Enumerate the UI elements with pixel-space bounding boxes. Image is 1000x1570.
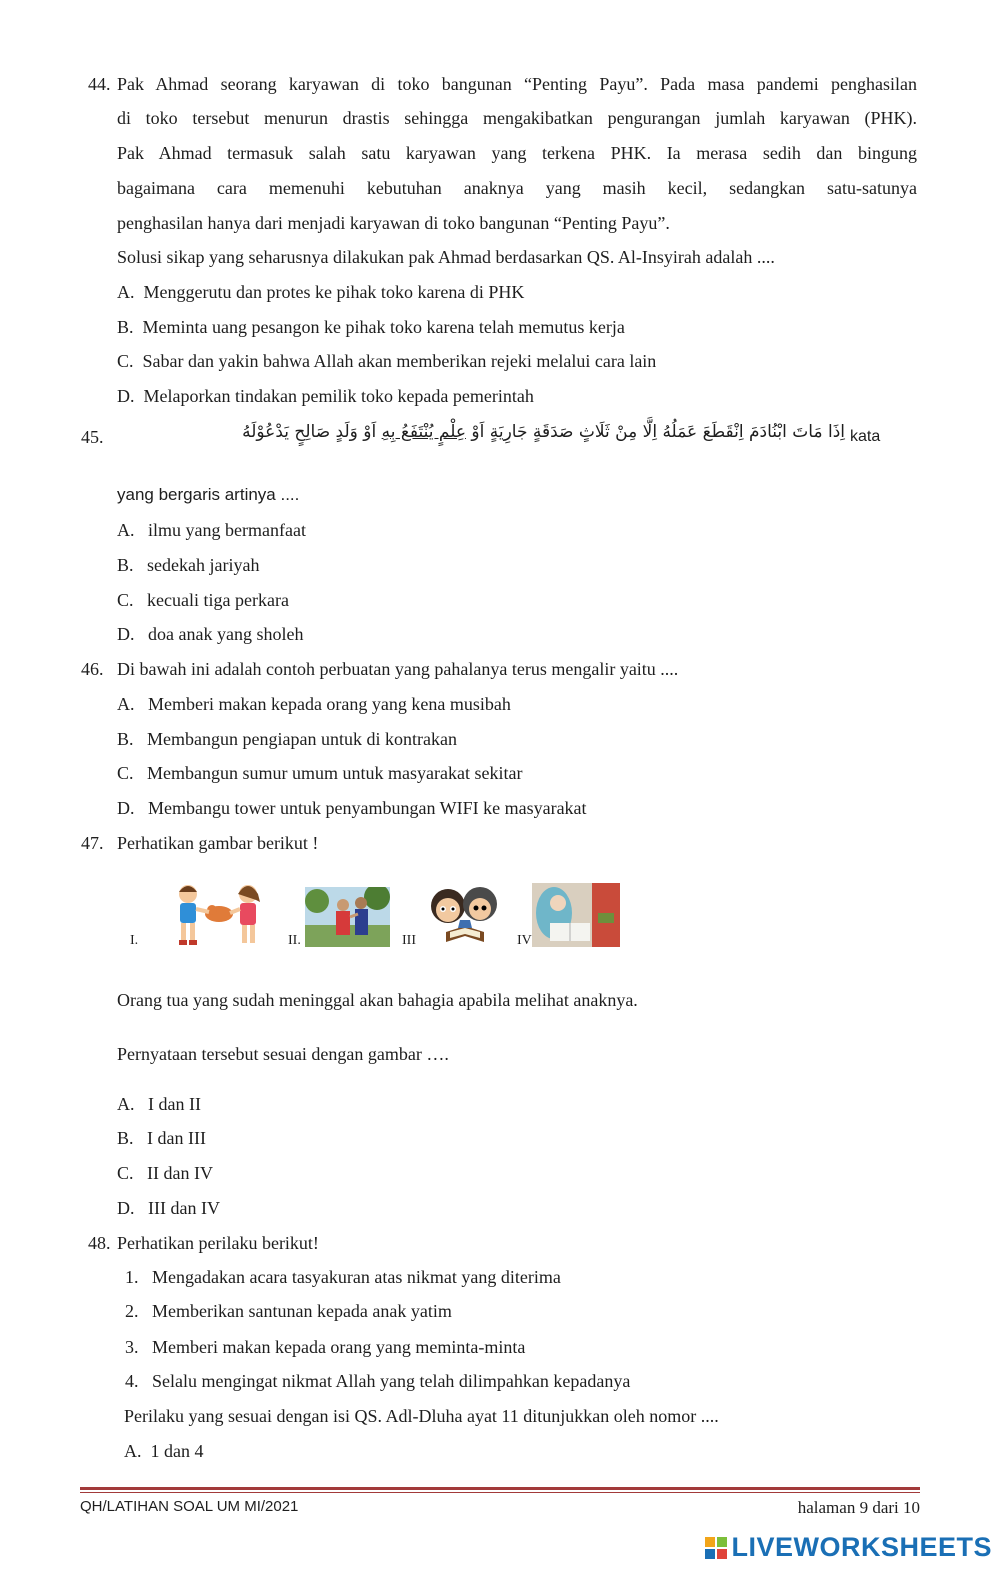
- image-label-2: II.: [288, 933, 301, 948]
- image-label-3: III: [402, 933, 416, 948]
- q45-option-c: C. kecuali tiga perkara: [117, 590, 289, 610]
- q44-option-a: A. Menggerutu dan protes ke pihak toko karena di PHK: [117, 282, 525, 302]
- q48-item-2: 2. Memberikan santunan kepada anak yatim: [125, 1301, 452, 1321]
- q47-option-b: B. I dan III: [117, 1128, 206, 1148]
- q47-number: 47.: [81, 833, 104, 853]
- image-girl-praying: [532, 883, 620, 947]
- q44-option-b: B. Meminta uang pesangon ke pihak toko karena telah memutus kerja: [117, 317, 625, 337]
- q46-option-d: D. Membangu tower untuk penyambungan WIFI ke masyarakat: [117, 798, 587, 818]
- q47-option-c: C. II dan IV: [117, 1163, 213, 1183]
- footer-rule: [80, 1487, 920, 1490]
- q45-suffix: kata: [850, 428, 881, 445]
- q46-stem: Di bawah ini adalah contoh perbuatan yang pahalanya terus mengalir yaitu ....: [117, 659, 679, 679]
- liveworksheets-wordmark: LIVEWORKSHEETS: [731, 1532, 992, 1562]
- q47-option-d: D. III dan IV: [117, 1198, 220, 1218]
- q48-number: 48.: [88, 1233, 111, 1253]
- q44-line-6: Solusi sikap yang seharusnya dilakukan pak Ahmad berdasarkan QS. Al-Insyirah adalah ....: [117, 247, 775, 267]
- q46-option-c: C. Membangun sumur umum untuk masyarakat sekitar: [117, 763, 523, 783]
- q45-continuation: yang bergaris artinya ....: [117, 485, 300, 504]
- q45-number: 45.: [81, 427, 104, 447]
- image-boys-quarrel: [305, 887, 390, 947]
- liveworksheets-logo: [705, 1532, 992, 1563]
- q45-option-d: D. doa anak yang sholeh: [117, 624, 304, 644]
- q47-option-a: A. I dan II: [117, 1094, 201, 1114]
- q45-option-b: B. sedekah jariyah: [117, 555, 260, 575]
- q44-line-5: penghasilan hanya dari menjadi karyawan di toko bangunan “Penting Payu”.: [117, 213, 670, 233]
- q48-question: Perilaku yang sesuai dengan isi QS. Adl-Dluha ayat 11 ditunjukkan oleh nomor ....: [124, 1406, 719, 1426]
- q47-stem: Perhatikan gambar berikut !: [117, 833, 319, 853]
- q48-option-a: A. 1 dan 4: [124, 1441, 204, 1461]
- q44-line-4: bagaimana cara memenuhi kebutuhan anaknya yang masih kecil, sedangkan satu-satunya: [117, 178, 917, 198]
- q45-arabic-hadith: اِذَا مَاتَ ابْنُادَمَ اِنْقَطَعَ عَمَلُهُ اِلَّا مِنْ ثَلَاثٍ صَدَقَةٍ جَارِيَةٍ اَوْ عِلْمٍ يُنْتَفَعُ بِهِ اَوْ وَلَدٍ صَالِحٍ يَدْعُوْلَهُ: [242, 422, 845, 442]
- q47-statement: Orang tua yang sudah meninggal akan bahagia apabila melihat anaknya.: [117, 990, 638, 1010]
- q44-line-3: Pak Ahmad termasuk salah satu karyawan yang terkena PHK. Ia merasa sedih dan bingung: [117, 143, 917, 163]
- footer-page-number: halaman 9 dari 10: [797, 1498, 920, 1517]
- q44-line-1: Pak Ahmad seorang karyawan di toko bangunan “Penting Payu”. Pada masa pandemi penghasilan: [117, 74, 917, 94]
- q45-option-a: A. ilmu yang bermanfaat: [117, 520, 306, 540]
- q48-item-3: 3. Memberi makan kepada orang yang meminta-minta: [125, 1337, 526, 1357]
- footer-course-code: QH/LATIHAN SOAL UM MI/2021: [80, 1498, 299, 1515]
- footer-rule-thin: [80, 1492, 920, 1493]
- liveworksheets-grid-icon: [705, 1537, 727, 1559]
- image-label-4: IV: [517, 933, 532, 948]
- image-label-1: I.: [130, 933, 139, 948]
- q45-underlined-phrase: عِلْمٍ يُنْتَفَعُ بِهِ: [381, 422, 466, 442]
- q44-option-c: C. Sabar dan yakin bahwa Allah akan memberikan rejeki melalui cara lain: [117, 351, 657, 371]
- q46-option-a: A. Memberi makan kepada orang yang kena musibah: [117, 694, 511, 714]
- image-children-reading-quran: [420, 880, 510, 947]
- q47-question: Pernyataan tersebut sesuai dengan gambar ….: [117, 1044, 449, 1064]
- q44-line-2: di toko tersebut menurun drastis sehingga mengakibatkan pengurangan jumlah karyawan (PHK).: [117, 108, 917, 128]
- image-children-fighting: [172, 882, 267, 947]
- q44-option-d: D. Melaporkan tindakan pemilik toko kepada pemerintah: [117, 386, 534, 406]
- q46-option-b: B. Membangun pengiapan untuk di kontrakan: [117, 729, 457, 749]
- q44-number: 44.: [88, 74, 111, 94]
- q48-item-4: 4. Selalu mengingat nikmat Allah yang telah dilimpahkan kepadanya: [125, 1371, 631, 1391]
- q48-item-1: 1. Mengadakan acara tasyakuran atas nikmat yang diterima: [125, 1267, 561, 1287]
- q46-number: 46.: [81, 659, 104, 679]
- q48-stem: Perhatikan perilaku berikut!: [117, 1233, 319, 1253]
